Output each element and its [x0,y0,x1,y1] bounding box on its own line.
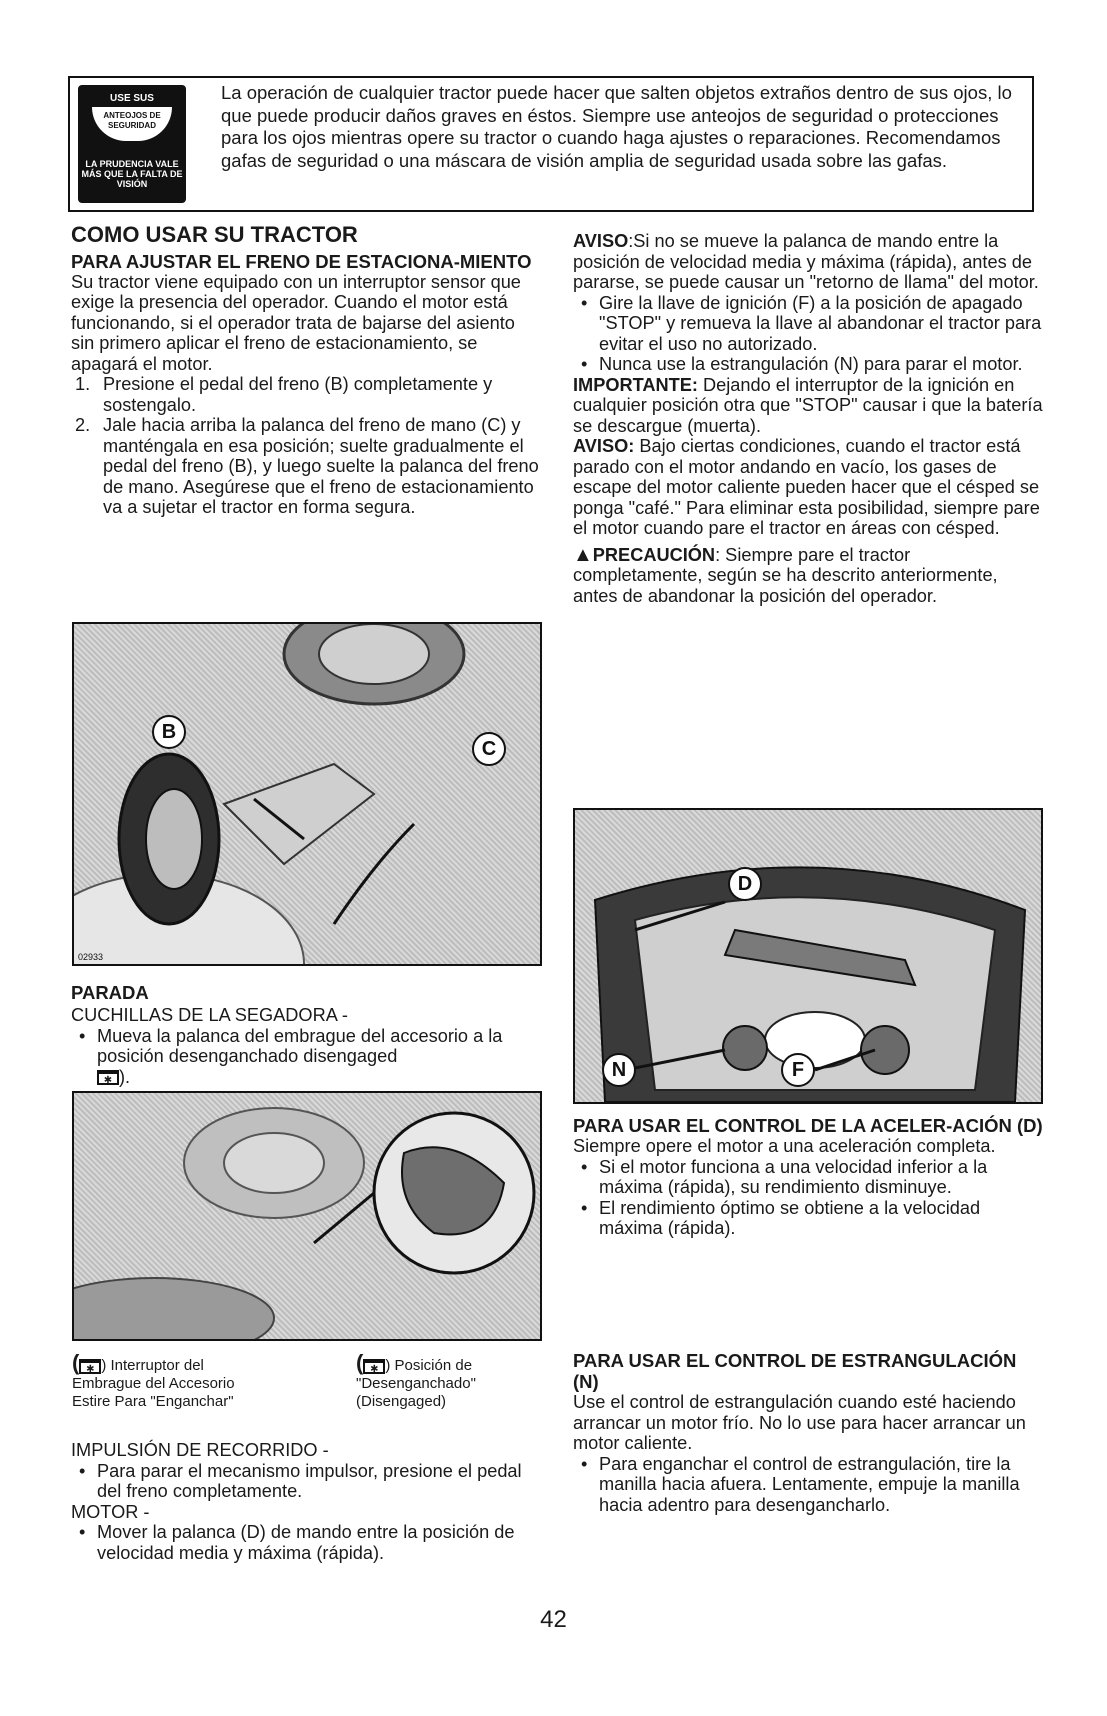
callout-b: B [152,715,186,749]
list-item: • Si el motor funciona a una velocidad inferior a la máxima (rápida), su rendimiento disminuye. [573,1157,1043,1198]
list-item: • Mover la palanca (D) de mando entre la posición de velocidad media y máxima (rápida). [71,1522,541,1563]
blades-label: CUCHILLAS DE LA SEGADORA - [71,1005,348,1025]
disengaged-symbol-icon: ✱ [363,1359,385,1374]
precaucion-paragraph: ▲PRECAUCIÓN: Siempre pare el tractor completamente, según se ha descrito anteriormente, antes de abandonar la posición del operador. [573,543,998,606]
controls-figure [573,808,1043,1104]
pto-symbol-icon: ✱ [79,1359,101,1374]
list-item: 2. Jale hacia arriba la palanca del freno de mano (C) y manténgala en esa posición; suelte gradualmente el pedal del freno (B), y luego suelte la palanca del freno de mano. Asegúrese que el freno de estacionamiento va a sujetar el tractor en forma segura. [75,415,539,517]
brake-intro: Su tractor viene equipado con un interruptor sensor que exige la presencia del operador. Cuando el motor está funcionando, si el operador trata de bajarse del asiento sin primero aplicar el freno de estacionamiento, se apagará el motor. [71,271,521,374]
pto-illustration [74,1093,540,1339]
pto-switch-caption: ( ✱ ) Interruptor del Embrague del Accesorio Estire Para "Enganchar" [72,1350,235,1410]
aviso-paragraph: AVISO:Si no se mueve la palanca de mando entre la posición de velocidad media y máxima (rápida), antes de pararse, se puede causar un "retorno de llama" del motor. [573,231,1039,292]
choke-heading: PARA USAR EL CONTROL DE ESTRANGULACIÓN (N) [573,1350,1017,1392]
drive-label: IMPULSIÓN DE RECORRIDO - [71,1440,329,1460]
right-column-top [573,231,1043,606]
disengaged-caption: ( ✱ ) Posición de "Desenganchado" (Disengaged) [356,1350,476,1410]
choke-text: Use el control de estrangulación cuando esté haciendo arrancar un motor frío. No lo use para hacer arrancar un motor caliente. [573,1392,1026,1453]
safety-warning-box [68,76,1034,212]
importante-paragraph: IMPORTANTE: Dejando el interruptor de la ignición en cualquier posición otra que "STOP" causar i que la batería se descargue (muerta). [573,374,1043,436]
page-number: 42 [540,1606,567,1633]
list-item: • Para enganchar el control de estrangulación, tire la manilla hacia afuera. Lentamente, empuje la manilla hacia adentro para desengancharlo. [573,1454,1043,1516]
aviso-list [573,293,1043,375]
list-item: • Mueva la palanca del embrague del accesorio a la posición desenganchado disengaged ✱ ). [71,1026,541,1088]
brake-figure [72,622,542,966]
stop-heading: PARADA [71,982,149,1003]
list-item: 1. Presione el pedal del freno (B) completamente y sostengalo. [75,374,493,415]
drive-motor-section [71,1440,541,1563]
choke-section [573,1350,1043,1515]
icon-text-top: USE SUS [110,93,154,104]
brake-heading: PARA AJUSTAR EL FRENO DE ESTACIONA-MIENTO [71,250,532,272]
pto-figure [72,1091,542,1341]
aviso2-paragraph: AVISO: Bajo ciertas condiciones, cuando el tractor está parado con el motor andando en vacío, los gases de escape del motor caliente pueden hacer que el césped se ponga "café." Para eliminar esta posibilidad, siempre pare el motor cuando pare el tractor en áreas con césped. [573,436,1040,538]
disengaged-symbol-icon: ✱ [97,1070,119,1085]
list-item: • Gire la llave de ignición (F) a la posición de apagado "STOP" y remueva la llave al abandonar el tractor para evitar el uso no autorizado. [573,293,1043,355]
drive-list [71,1461,541,1502]
throttle-text: Siempre opere el motor a una aceleración completa. [573,1136,996,1156]
list-item: • Nunca use la estrangulación (N) para parar el motor. [573,354,1043,375]
brake-illustration [74,624,540,964]
callout-f: F [781,1053,815,1087]
throttle-heading: PARA USAR EL CONTROL DE LA ACELER-ACIÓN (D) [573,1115,1043,1136]
warning-triangle-icon: ▲ [573,543,593,566]
throttle-section [573,1115,1043,1239]
callout-d: D [728,867,762,901]
callout-c: C [472,732,506,766]
motor-label: MOTOR - [71,1501,150,1522]
stop-section [71,982,541,1087]
throttle-list [573,1157,1043,1239]
choke-list [573,1454,1043,1516]
warning-text: La operación de cualquier tractor puede hacer que salten objetos extraños dentro de sus ojos, lo que puede producir daños graves en éstos. Siempre use anteojos de seguridad o protecciones para los ojos mientras opere su tractor o cuando haga ajustes o reparaciones. Recomendamos gafas de seguridad o una máscara de visión amplia de seguridad usada sobre las gafas. [221,82,1012,171]
list-item: • El rendimiento óptimo se obtiene a la velocidad máxima (rápida). [573,1198,1043,1239]
safety-glasses-icon [78,85,186,203]
figure-code: 02933 [78,952,104,962]
icon-text-middle: ANTEOJOS DE SEGURIDAD [92,107,172,141]
left-column-top [71,222,541,518]
brake-steps [71,374,541,518]
icon-text-bottom: LA PRUDENCIA VALE MÁS QUE LA FALTA DE VISIÓN [81,159,183,189]
motor-list [71,1522,541,1563]
blades-list [71,1026,541,1088]
callout-n: N [602,1053,636,1087]
list-item: • Para parar el mecanismo impulsor, presione el pedal del freno completamente. [71,1461,541,1502]
section-title: COMO USAR SU TRACTOR [71,222,358,247]
